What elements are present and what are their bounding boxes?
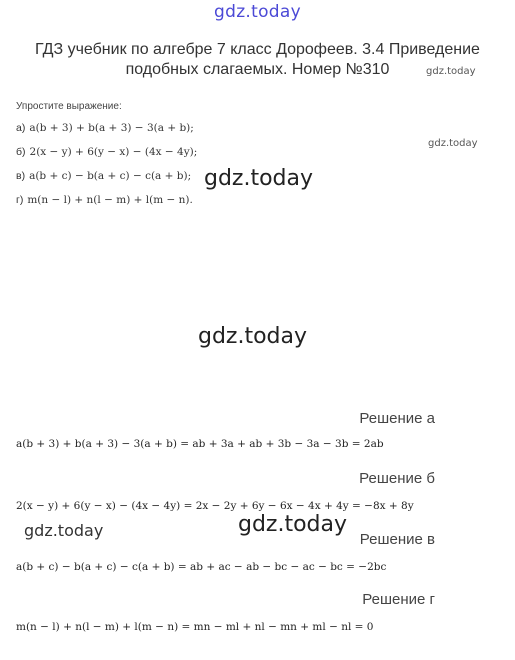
task-item-label: б) (16, 146, 26, 158)
task-item-expression: 2(x − y) + 6(y − x) − (4x − 4y); (29, 146, 198, 158)
task-item-label: в) (16, 170, 26, 182)
solution-expression-d: m(n − l) + n(l − m) + l(m − n) = mn − ml + nl − mn + ml − nl = 0 (16, 621, 374, 633)
watermark: gdz.today (204, 166, 314, 191)
watermark: gdz.today (198, 324, 308, 349)
watermark: gdz.today (428, 138, 478, 149)
solution-expression-c: a(b + c) − b(a + c) − c(a + b) = ab + ac − ab − bc − ac − bc = −2bc (16, 561, 387, 573)
solution-expression-a: a(b + 3) + b(a + 3) − 3(a + b) = ab + 3a + ab + 3b − 3a − 3b = 2ab (16, 438, 384, 450)
watermark: gdz.today (24, 521, 104, 540)
solution-heading-d: Решение г (362, 591, 435, 608)
solution-heading-b: Решение б (359, 470, 435, 487)
task-item-expression: a(b + c) − b(a + c) − c(a + b); (29, 170, 192, 182)
task-item-expression: a(b + 3) + b(a + 3) − 3(a + b); (29, 122, 194, 134)
solution-heading-c: Решение в (359, 531, 435, 548)
title-line-1: ГДЗ учебник по алгебре 7 класс Дорофеев. 3.4 Приведение (35, 41, 480, 58)
task-prompt: Упростите выражение: (16, 101, 122, 112)
watermark: gdz.today (426, 66, 476, 77)
solution-heading-a: Решение а (359, 410, 435, 427)
task-item-d (16, 194, 193, 206)
solution-expression-b: 2(x − y) + 6(y − x) − (4x − 4y) = 2x − 2y + 6y − 6x − 4x + 4y = −8x + 8y (16, 500, 414, 512)
task-item-expression: m(n − l) + n(l − m) + l(m − n). (27, 194, 193, 206)
task-item-b (16, 146, 197, 158)
site-logo[interactable]: gdz.today (214, 2, 301, 22)
title-line-2: подобных слагаемых. Номер №310 (125, 61, 390, 78)
task-item-label: а) (16, 122, 26, 134)
task-item-a (16, 122, 194, 134)
task-item-c (16, 170, 191, 182)
watermark: gdz.today (238, 512, 348, 537)
task-item-label: г) (16, 194, 24, 206)
